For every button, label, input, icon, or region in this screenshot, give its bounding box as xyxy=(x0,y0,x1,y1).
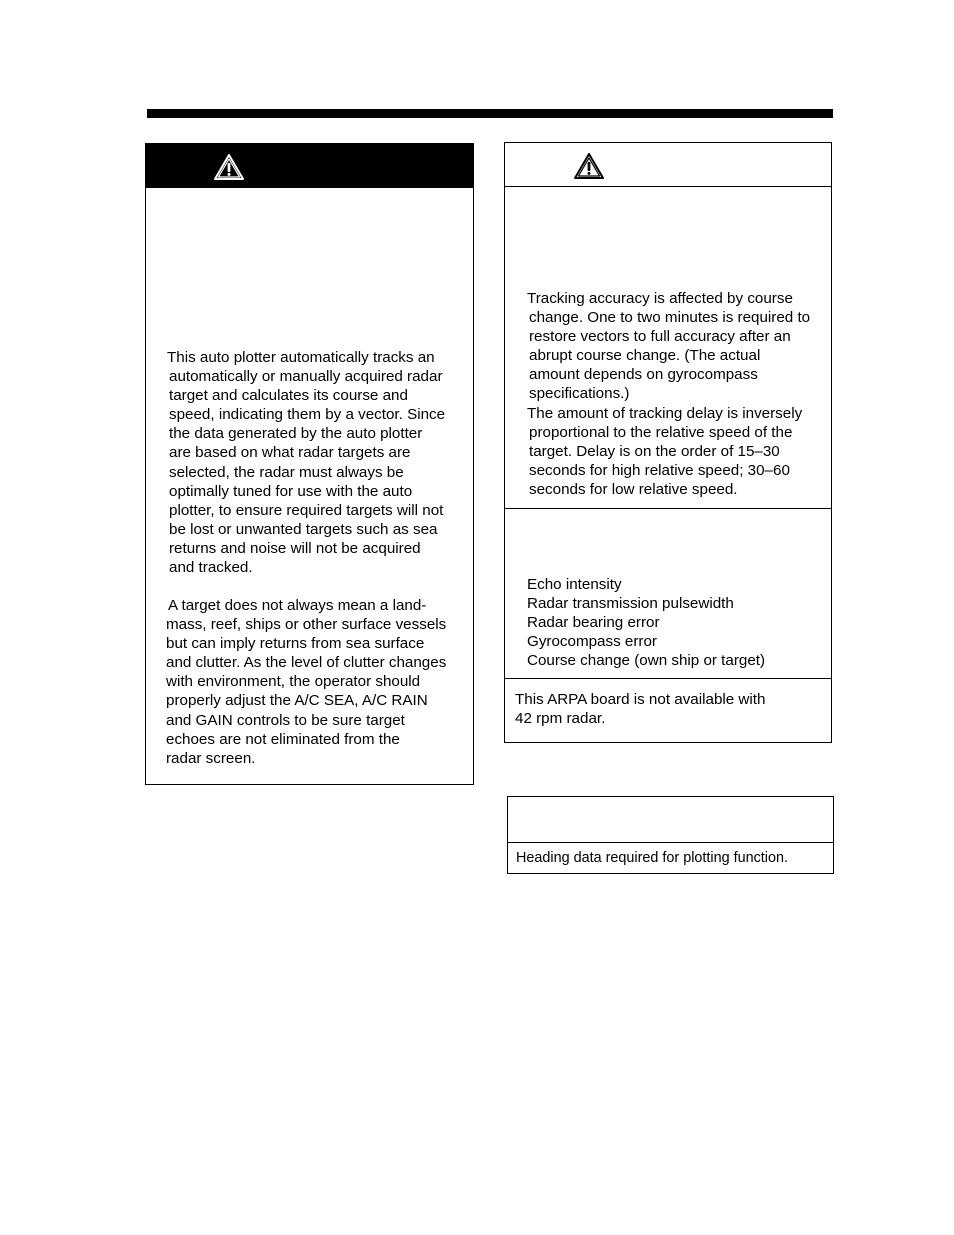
text-line: and GAIN controls to be sure target xyxy=(166,711,405,729)
text-line: restore vectors to full accuracy after an xyxy=(529,328,791,346)
text-line: echoes are not eliminated from the xyxy=(166,730,400,748)
text-line: This ARPA board is not available with xyxy=(515,691,766,708)
warning-triangle-icon xyxy=(213,153,245,181)
text-line: target. Delay is on the order of 15–30 xyxy=(529,443,780,461)
text-line: 42 rpm radar. xyxy=(515,710,606,728)
text-line: selected, the radar must always be xyxy=(169,463,404,481)
text-line: amount depends on gyrocompass xyxy=(529,366,758,384)
caution-box xyxy=(504,142,832,743)
text-line: automatically or manually acquired radar xyxy=(169,368,443,386)
text-line: but can imply returns from sea surface xyxy=(166,635,425,653)
tracking-delay-paragraph xyxy=(527,404,802,499)
text-line: optimally tuned for use with the auto xyxy=(169,482,413,500)
note-text: Heading data required for plotting function. xyxy=(516,850,789,866)
text-line: Tracking accuracy is affected by course xyxy=(527,290,793,307)
accuracy-factors-list xyxy=(527,575,765,670)
text-line: be lost or unwanted targets such as sea xyxy=(169,520,438,538)
list-item: Radar bearing error xyxy=(527,614,660,632)
text-line: target and calculates its course and xyxy=(169,387,408,405)
caution-triangle-icon xyxy=(573,152,605,180)
text-line: seconds for low relative speed. xyxy=(529,481,738,499)
text-line: speed, indicating them by a vector. Since xyxy=(169,406,446,424)
tracking-accuracy-paragraph xyxy=(527,289,810,404)
warning-box xyxy=(145,143,474,785)
note-header-divider xyxy=(508,842,833,843)
text-line: abrupt course change. (The actual xyxy=(529,347,761,365)
text-line: with environment, the operator should xyxy=(166,673,421,691)
text-line: seconds for high relative speed; 30–60 xyxy=(529,462,790,480)
list-item: Course change (own ship or target) xyxy=(527,652,766,670)
text-line: plotter, to ensure required targets will not xyxy=(169,501,444,519)
text-line: change. One to two minutes is required to xyxy=(529,309,811,327)
top-rule xyxy=(147,109,833,118)
warning-paragraph-2 xyxy=(166,596,446,768)
rpm-note-paragraph xyxy=(515,690,765,728)
section-divider xyxy=(505,678,831,679)
text-line: This auto plotter automatically tracks an xyxy=(167,349,435,366)
text-line: the data generated by the auto plotter xyxy=(169,425,423,443)
warning-paragraph-1 xyxy=(167,348,445,577)
text-line: specifications.) xyxy=(529,385,630,403)
text-line: properly adjust the A/C SEA, A/C RAIN xyxy=(166,692,428,710)
list-item: Gyrocompass error xyxy=(527,633,657,651)
text-line: and tracked. xyxy=(169,559,253,577)
text-line: mass, reef, ships or other surface vessels xyxy=(166,616,447,634)
text-line: proportional to the relative speed of the xyxy=(529,424,793,442)
list-item: Echo intensity xyxy=(527,576,622,593)
section-divider xyxy=(505,508,831,509)
note-box xyxy=(507,796,834,874)
caution-header xyxy=(505,143,831,187)
text-line: and clutter. As the level of clutter changes xyxy=(166,654,447,672)
text-line: returns and noise will not be acquired xyxy=(169,539,421,557)
text-line: The amount of tracking delay is inversely xyxy=(527,405,803,422)
text-line: are based on what radar targets are xyxy=(169,444,411,462)
text-line: A target does not always mean a land- xyxy=(168,597,427,614)
warning-header xyxy=(146,144,473,188)
text-line: radar screen. xyxy=(166,749,256,767)
list-item: Radar transmission pulsewidth xyxy=(527,595,734,613)
